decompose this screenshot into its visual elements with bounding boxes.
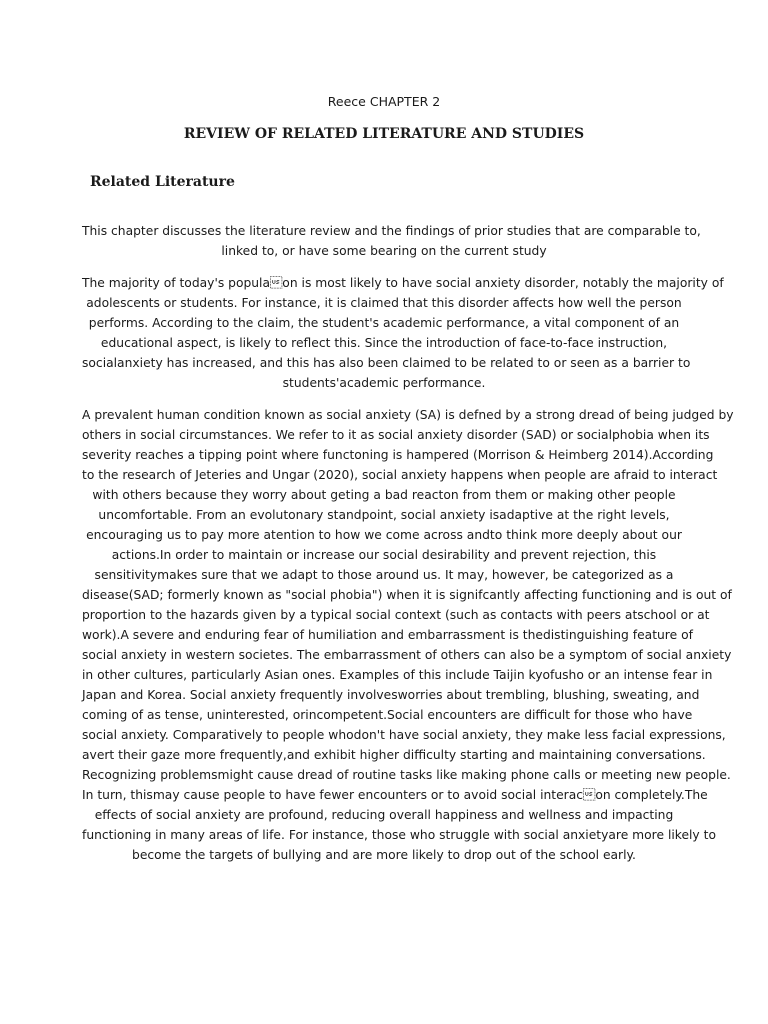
paragraph-line: This chapter discusses the literature review and the findings of prior studies that are comparable to,: [82, 224, 701, 238]
paragraph-line: disease(SAD; formerly known as "social phobia") when it is signifcantly affecting functioning and is out of: [82, 588, 732, 602]
paragraph-intro: [82, 221, 701, 261]
paragraph-line: students'academic performance.: [282, 376, 486, 390]
paragraph-line: uncomfortable. From an evolutonary standpoint, social anxiety isadaptive at the right levels,: [98, 508, 670, 522]
paragraph-line: severity reaches a tipping point where functoning is hampered (Morrison & Heimberg 2014).According: [82, 448, 714, 462]
paragraph-line: social anxiety. Comparatively to people whodon't have social anxiety, they make less facial expressions,: [82, 728, 726, 742]
paragraph-line: encouraging us to pay more atention to how we come across andto think more deeply about our: [86, 528, 682, 542]
paragraph-line: to the research of Jeteries and Ungar (2020), social anxiety happens when people are afraid to interact: [82, 468, 718, 482]
paragraph-line: In turn, thismay cause people to have fewer encounters or to avoid social interac on completely.The: [82, 788, 708, 802]
paragraph-line: linked to, or have some bearing on the current study: [221, 244, 547, 258]
paragraph-line: Recognizing problemsmight cause dread of routine tasks like making phone calls or meeting new people.: [82, 768, 731, 782]
page-title: REVIEW OF RELATED LITERATURE AND STUDIES: [183, 126, 585, 142]
paragraph-line: become the targets of bullying and are more likely to drop out of the school early.: [132, 848, 636, 862]
paragraph-line: work).A severe and enduring fear of humiliation and embarrassment is thedistinguishing feature of: [82, 628, 693, 642]
paragraph-line: effects of social anxiety are profound, reducing overall happiness and wellness and impacting: [94, 808, 674, 822]
paragraph-line: performs. According to the claim, the student's academic performance, a vital component of an: [88, 316, 680, 330]
section-heading: Related Literature: [90, 174, 235, 190]
paragraph-line: coming of as tense, uninterested, orincompetent.Social encounters are difficult for those who have: [82, 708, 693, 722]
paragraph-line: educational aspect, is likely to reflect this. Since the introduction of face-to-face instruction,: [100, 336, 668, 350]
paragraph-population: [82, 273, 724, 393]
paragraph-line: socialanxiety has increased, and this has also been claimed to be related to or seen as a barrier to: [82, 356, 691, 370]
paragraph-line: social anxiety in western societes. The embarrassment of others can also be a symptom of social anxiety: [82, 648, 732, 662]
paragraph-line: avert their gaze more frequently,and exhibit higher difficulty starting and maintaining conversations.: [82, 748, 706, 762]
chapter-header: Reece CHAPTER 2: [327, 94, 441, 109]
paragraph-line: sensitivitymakes sure that we adapt to those around us. It may, however, be categorized as a: [94, 568, 674, 582]
paragraph-social-anxiety: [82, 405, 734, 865]
paragraph-line: in other cultures, particularly Asian ones. Examples of this include Taijin kyofusho or an intense fear in: [82, 668, 713, 682]
paragraph-line: others in social circumstances. We refer to it as social anxiety disorder (SAD) or socialphobia when its: [82, 428, 710, 442]
paragraph-line: A prevalent human condition known as social anxiety (SA) is defned by a strong dread of being judged by: [82, 408, 734, 422]
paragraph-line: The majority of today's popula on is most likely to have social anxiety disorder, notably the majority of: [82, 276, 724, 290]
paragraph-line: with others because they worry about geting a bad reacton from them or making other people: [92, 488, 676, 502]
paragraph-line: adolescents or students. For instance, it is claimed that this disorder affects how well the person: [86, 296, 682, 310]
paragraph-line: functioning in many areas of life. For instance, those who struggle with social anxietyare more likely to: [82, 828, 716, 842]
paragraph-line: proportion to the hazards given by a typical social context (such as contacts with peers atschool or at: [82, 608, 710, 622]
paragraph-line: Japan and Korea. Social anxiety frequently involvesworries about trembling, blushing, sweating, and: [82, 688, 700, 702]
paragraph-line: actions.In order to maintain or increase our social desirability and prevent rejection, this: [111, 548, 657, 562]
